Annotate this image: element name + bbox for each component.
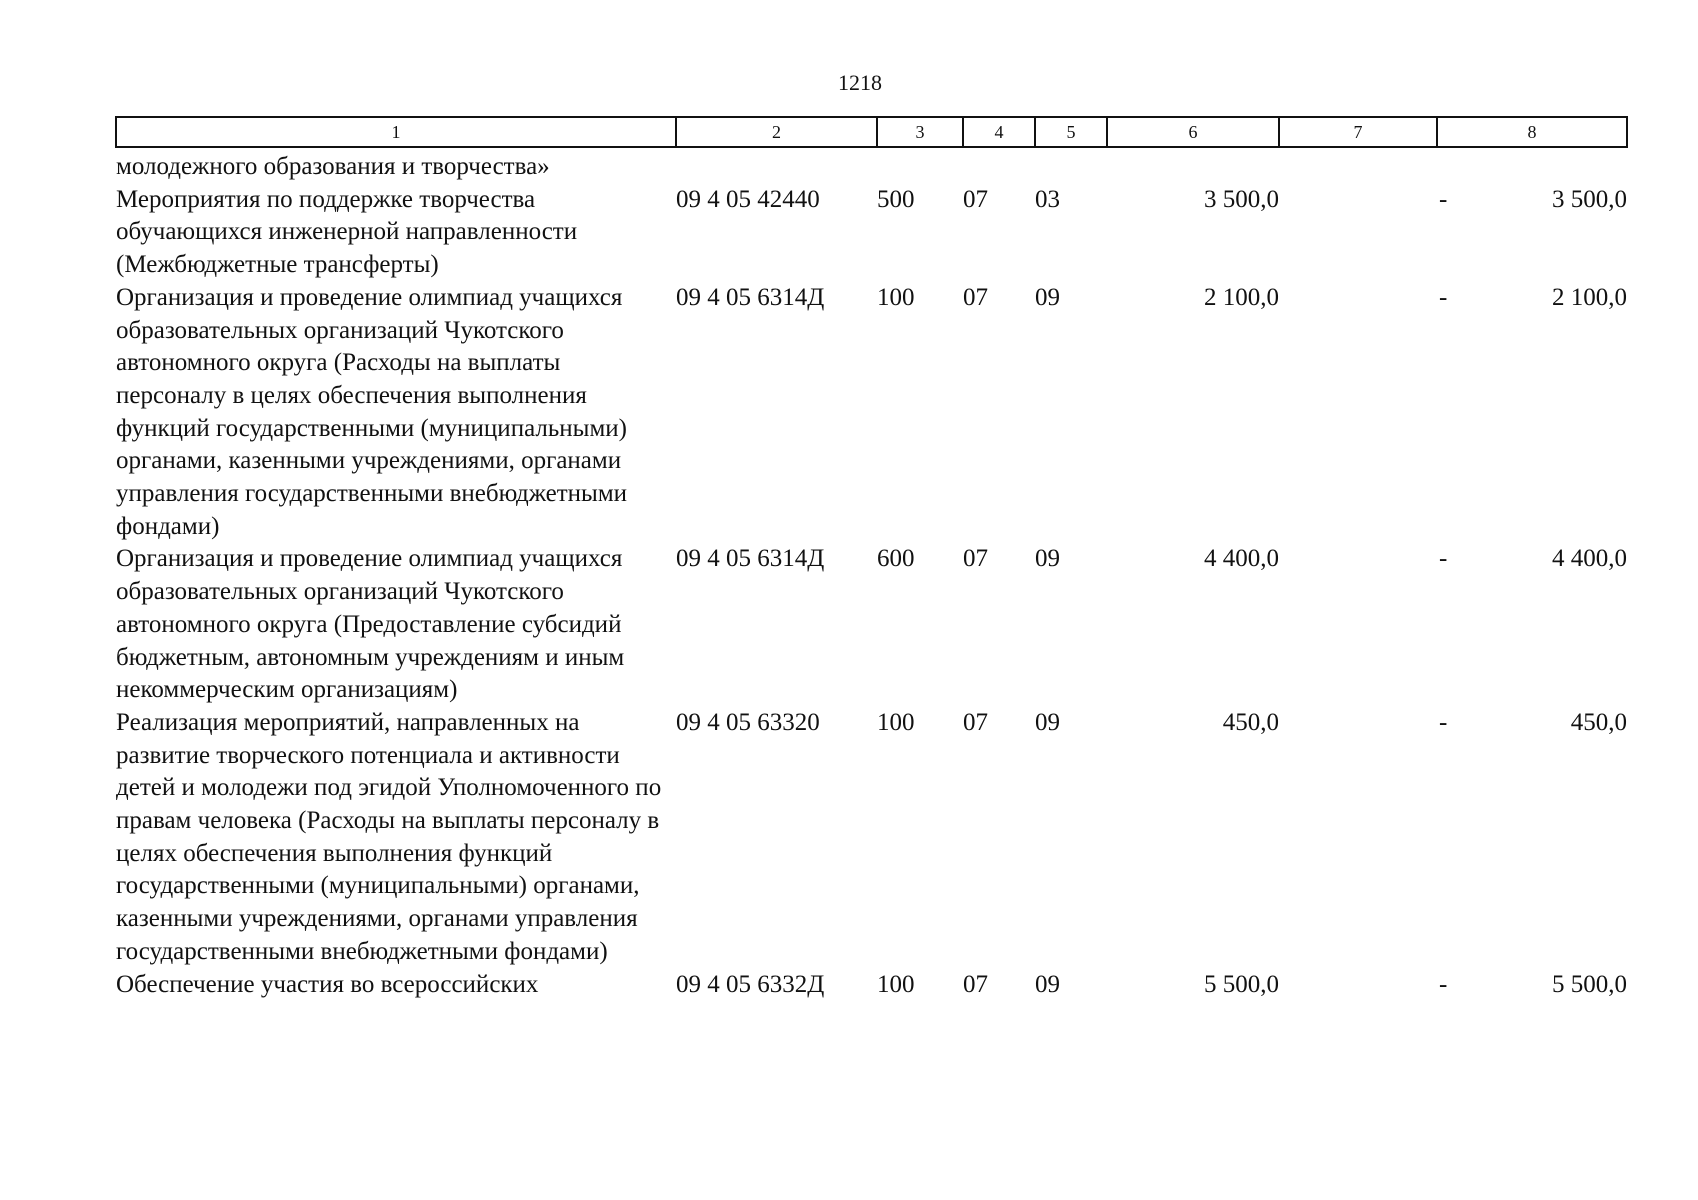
table-row	[116, 969, 1627, 1002]
row-description: молодежного образования и творчества»	[116, 153, 550, 180]
row-section: 07	[963, 185, 988, 213]
row-target-code: 09 4 05 63320	[676, 708, 820, 736]
row-amount: 4 400,0	[1204, 545, 1279, 573]
row-change-value: -	[1439, 185, 1448, 213]
row-target-code: 09 4 05 42440	[676, 185, 820, 213]
header-row	[116, 117, 1627, 147]
budget-table	[115, 116, 1628, 1001]
row-amount: 2 100,0	[1204, 283, 1279, 311]
header-col-2: 2	[676, 117, 877, 147]
table-row	[116, 543, 1627, 707]
row-expense-type: 100	[877, 283, 915, 311]
row-change-value: -	[1439, 970, 1448, 998]
row-amount	[1107, 147, 1279, 184]
row-expense-type: 100	[877, 708, 915, 736]
row-subsection	[1035, 147, 1107, 184]
row-total: 450,0	[1570, 708, 1627, 736]
row-target-code: 09 4 05 6314Д	[676, 545, 825, 573]
row-section	[963, 147, 1035, 184]
row-change	[1279, 969, 1448, 1002]
row-target-code: 09 4 05 6314Д	[676, 283, 825, 311]
row-subsection: 09	[1035, 970, 1060, 998]
row-change-value: -	[1439, 708, 1448, 736]
table-body	[116, 147, 1627, 1001]
row-description: Организация и проведение олимпиад учащихся образовательных организаций Чукотского автономного округа (Расходы на выплаты персоналу в целях обеспечения выполнения функций государственными (муниципальными) органами, казенными учреждениями, органами управления государственными внебюджетными фондами)	[116, 283, 628, 540]
row-section: 07	[963, 970, 988, 998]
row-section: 07	[963, 283, 988, 311]
row-expense-type: 500	[877, 185, 915, 213]
row-total	[1437, 147, 1627, 184]
row-total: 5 500,0	[1552, 970, 1627, 998]
page-number: 1218	[838, 70, 882, 95]
table-row	[116, 147, 1627, 184]
header-col-5: 5	[1035, 117, 1107, 147]
table-header	[116, 117, 1627, 147]
row-change-value: -	[1439, 283, 1448, 311]
table-row	[116, 707, 1627, 969]
table-row	[116, 184, 1627, 282]
row-subsection: 09	[1035, 708, 1060, 736]
header-col-4: 4	[963, 117, 1035, 147]
table-row	[116, 282, 1627, 544]
row-subsection: 09	[1035, 545, 1060, 573]
row-subsection: 03	[1035, 185, 1060, 213]
row-change	[1279, 147, 1437, 184]
row-expense-type: 600	[877, 545, 915, 573]
row-description: Реализация мероприятий, направленных на развитие творческого потенциала и активности детей и молодежи под эгидой Уполномоченного по правам человека (Расходы на выплаты персоналу в целях обеспечения выполнения функций государственными (муниципальными) органами, казенными учреждениями, органами управления государственными внебюджетными фондами)	[116, 708, 662, 965]
row-change	[1279, 282, 1448, 544]
header-col-7: 7	[1279, 117, 1437, 147]
header-col-3: 3	[877, 117, 963, 147]
row-section: 07	[963, 708, 988, 736]
header-col-8: 8	[1437, 117, 1627, 147]
row-expense-type: 100	[877, 970, 915, 998]
row-change	[1279, 707, 1448, 969]
row-change-value: -	[1439, 545, 1448, 573]
row-change	[1279, 543, 1448, 707]
row-subsection: 09	[1035, 283, 1060, 311]
row-target-code: 09 4 05 6332Д	[676, 970, 825, 998]
header-col-6: 6	[1107, 117, 1279, 147]
row-description: Обеспечение участия во всероссийских	[116, 970, 539, 998]
row-section: 07	[963, 545, 988, 573]
row-expense-type	[877, 147, 963, 184]
row-total: 3 500,0	[1552, 185, 1627, 213]
row-description: Мероприятия по поддержке творчества обучающихся инженерной направленности (Межбюджетные трансферты)	[116, 185, 578, 279]
header-col-1: 1	[116, 117, 676, 147]
row-change	[1279, 184, 1448, 282]
row-total: 4 400,0	[1552, 545, 1627, 573]
row-total: 2 100,0	[1552, 283, 1627, 311]
row-description: Организация и проведение олимпиад учащихся образовательных организаций Чукотского автономного округа (Предоставление субсидий бюджетным, автономным учреждениям и иным некоммерческим организациям)	[116, 545, 625, 704]
row-target-code	[676, 147, 877, 184]
row-amount: 3 500,0	[1204, 185, 1279, 213]
row-amount: 450,0	[1222, 708, 1279, 736]
row-amount: 5 500,0	[1204, 970, 1279, 998]
